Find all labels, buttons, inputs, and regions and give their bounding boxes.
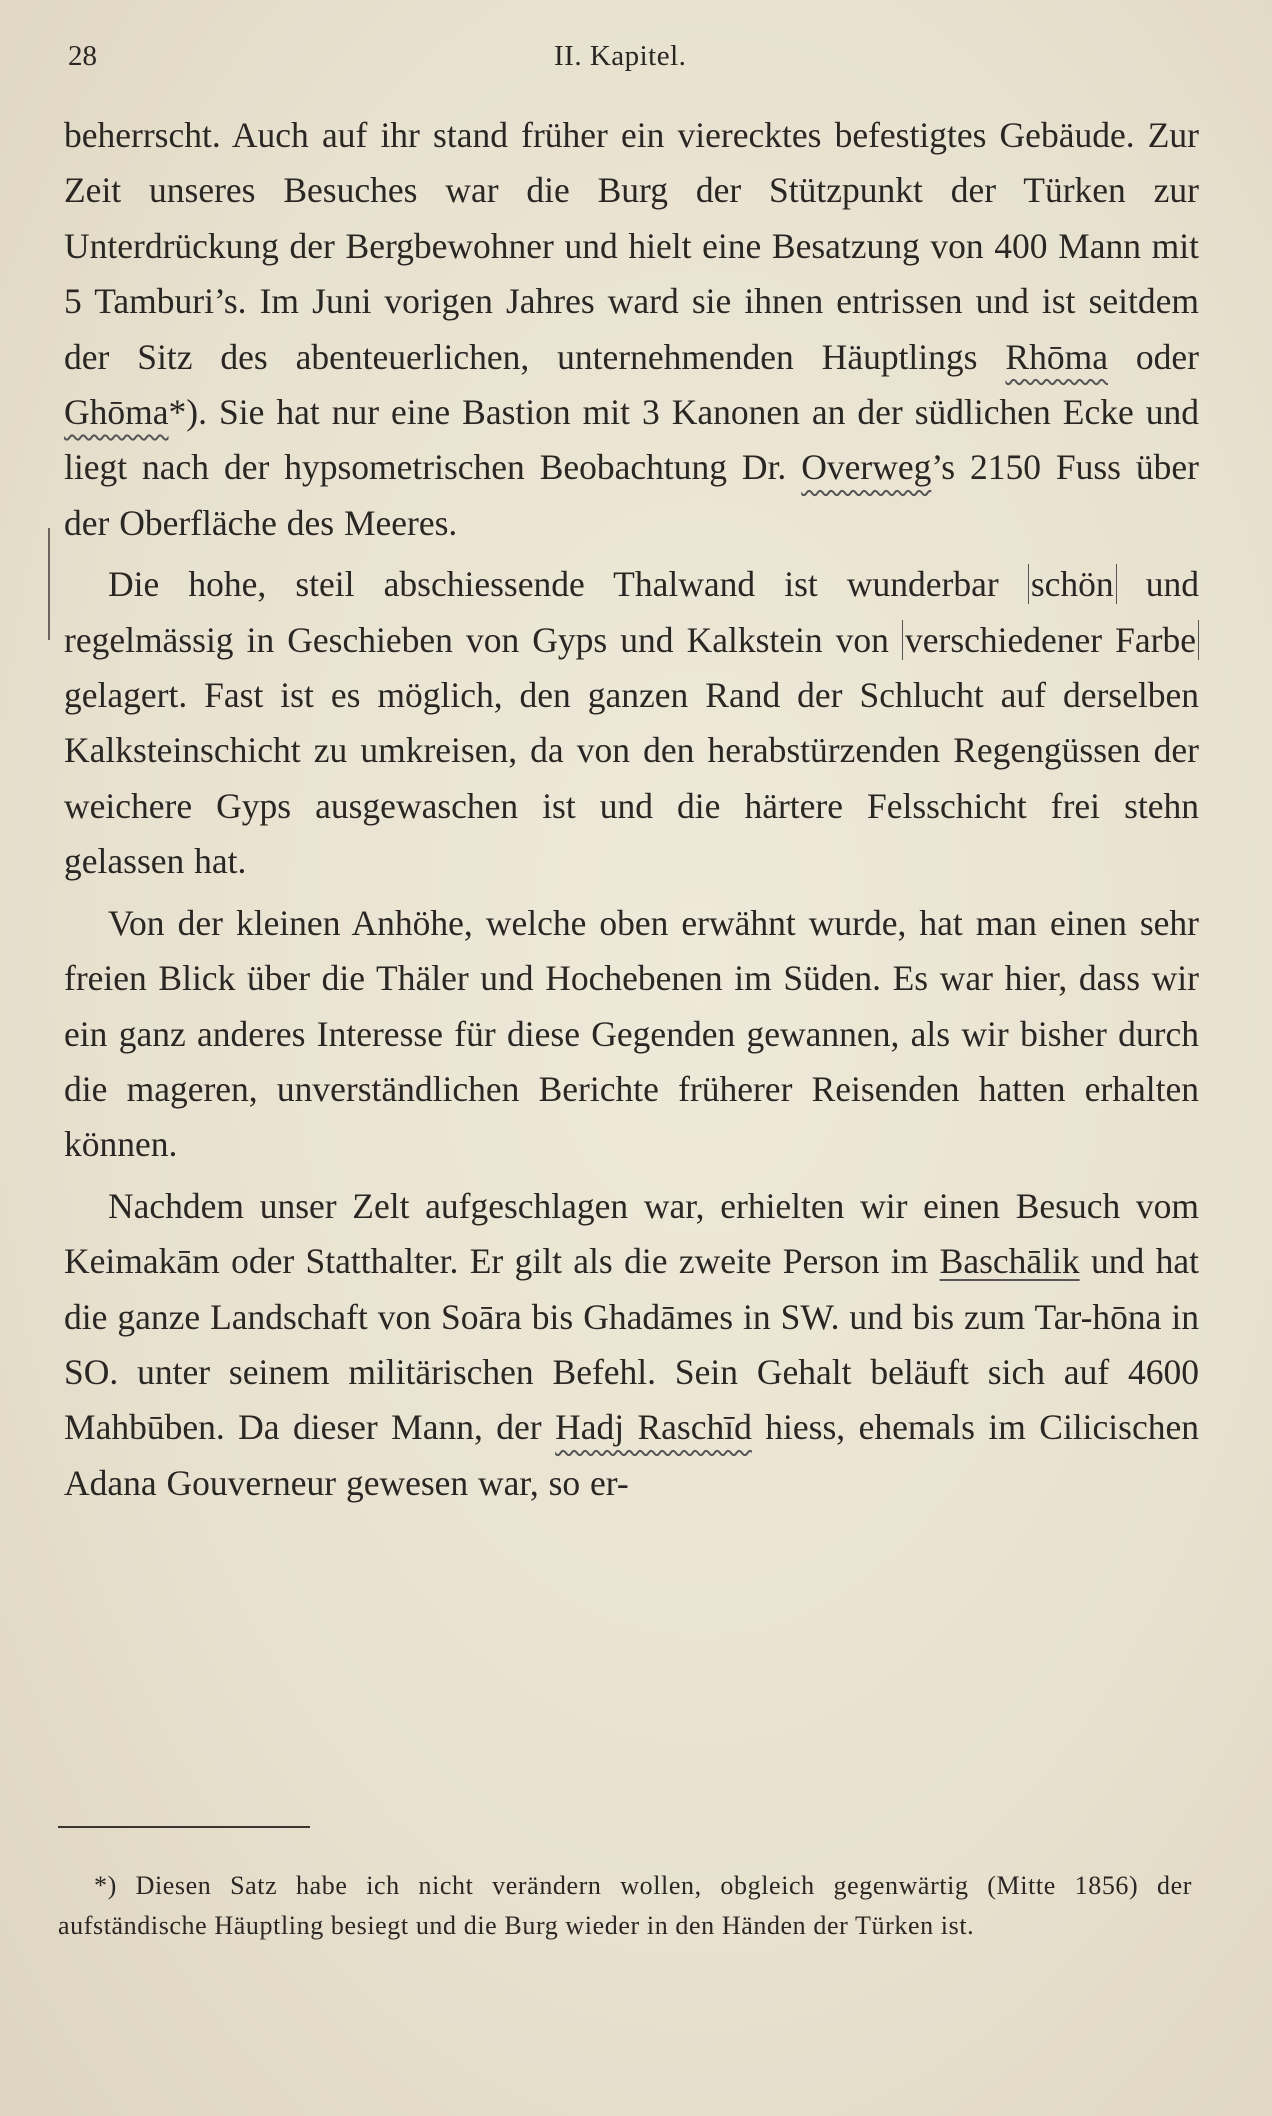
chapter-title: II. Kapitel. [554, 40, 687, 72]
page-number: 28 [68, 40, 97, 72]
paragraph-2-part-a: Die hohe, steil abschiessende Thalwand ist wunderbar [108, 564, 1028, 605]
marked-word-schoen: schön [1028, 564, 1117, 604]
paragraph-1-part-e: *). Sie hat nur eine Bastion mit 3 Kanonen an der südlichen Ecke und liegt nach der hypsometrischen Beobachtung Dr. [64, 392, 1199, 488]
paragraph-4-part-a: Nachdem unser Zelt aufgeschlagen war, erhielten wir einen Besuch vom Keimakām oder Statthalter. Er gilt als die zweite Person im [64, 1185, 1199, 1282]
paragraph-4-part-e: hiess, ehemals im Cilicischen Adana Gouverneur gewesen war, so er- [64, 1407, 1199, 1503]
footnote-rule [58, 1826, 310, 1828]
paragraph-2 [64, 557, 1199, 889]
marked-name-overweg: Overweg [801, 447, 932, 488]
running-head [68, 40, 1198, 80]
marked-name-ghoma: Ghōma [64, 392, 169, 433]
paragraph-1-part-c: oder [1107, 336, 1199, 377]
marked-name-rhoma: Rhōma [1005, 336, 1108, 377]
marked-name-hadj-raschid: Hadj Raschīd [555, 1407, 752, 1448]
paragraph-4 [64, 1179, 1199, 1511]
paragraph-2-part-c: und regelmässig in Geschieben von Gyps und Kalkstein von [64, 564, 1199, 660]
paragraph-1-part-g: ’s 2150 Fuss über der Oberfläche des Meeres. [64, 447, 1199, 543]
body-text [64, 108, 1199, 1511]
margin-mark-line [48, 528, 50, 640]
marked-phrase-farbe: verschiedener Farbe [902, 620, 1199, 660]
paragraph-1-part-a: beherrscht. Auch auf ihr stand früher ein vierecktes befestigtes Gebäude. Zur Zeit unseres Besuches war die Burg der Stützpunkt der Türken zur Unterdrückung der Bergbewohner und hielt eine Besatzung von 400 Mann mit 5 Tamburi’s. Im Juni vorigen Jahres ward sie ihnen entrissen und ist seitdem der Sitz des abenteuerlichen, unternehmenden Häuptlings [64, 115, 1199, 377]
paragraph-3: Von der kleinen Anhöhe, welche oben erwähnt wurde, hat man einen sehr freien Blick über die Thäler und Hochebenen im Süden. Es war hier, dass wir ein ganz anderes Interesse für diese Gegenden gewannen, als wir bisher durch die mageren, unverständlichen Berichte früherer Reisenden hatten erhalten können. [64, 902, 1199, 1165]
marked-word-baschalik: Baschālik [939, 1241, 1080, 1282]
paragraph-1 [64, 108, 1199, 551]
paragraph-4-part-c: und hat die ganze Landschaft von Soāra bis Ghadāmes in SW. und bis zum Tar-hōna in SO. unter seinem militärischen Befehl. Sein Gehalt beläuft sich auf 4600 Mahbūben. Da dieser Mann, der [64, 1241, 1199, 1448]
footnote-text: *) Diesen Satz habe ich nicht verändern wollen, obgleich gegenwärtig (Mitte 1856) der aufständische Häuptling besiegt und die Burg wieder in den Händen der Türken ist. [58, 1871, 1192, 1940]
paragraph-2-part-e: gelagert. Fast ist es möglich, den ganzen Rand der Schlucht auf derselben Kalksteinschicht zu umkreisen, da von den herabstürzenden Regengüssen der weichere Gyps ausgewaschen ist und die härtere Felsschicht frei stehn gelassen hat. [64, 675, 1199, 882]
footnote [58, 1866, 1192, 1946]
